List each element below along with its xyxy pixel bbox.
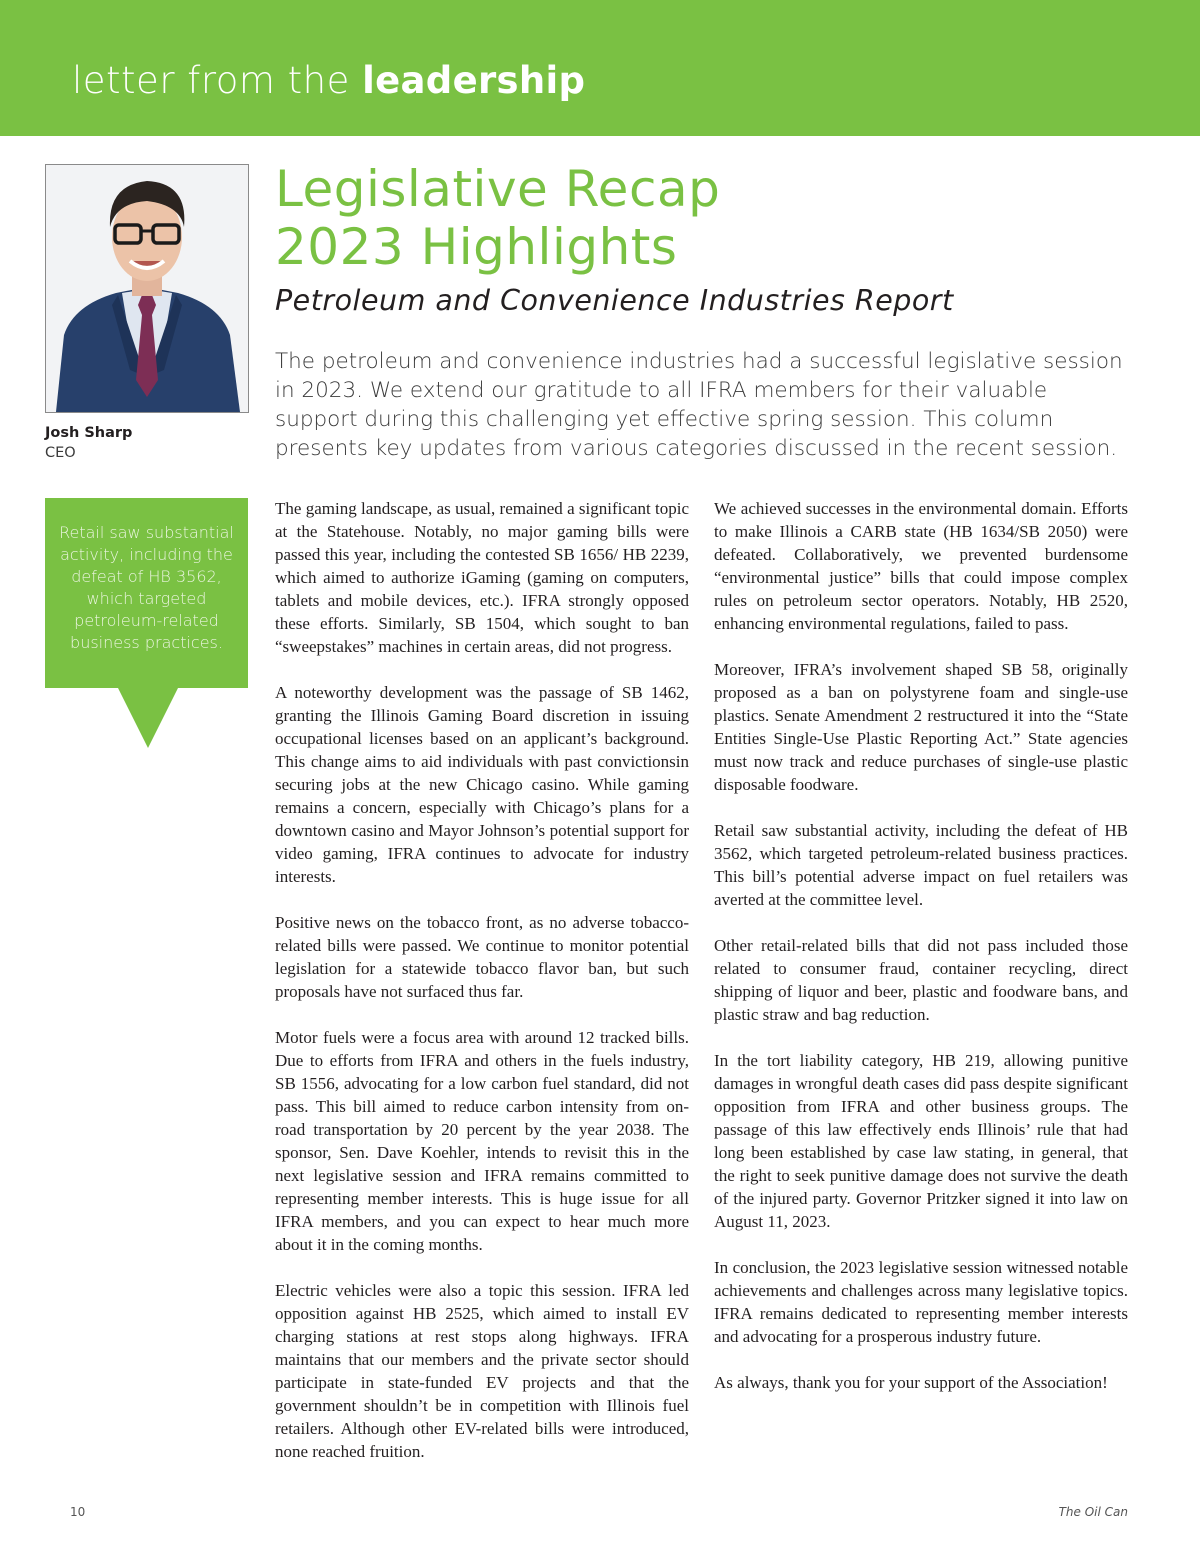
- article-title-line-2: 2023 Highlights: [275, 218, 678, 276]
- paragraph-tort-liability: In the tort liability category, HB 219, allowing punitive damages in wrongful death cases did pass despite significant opposition from IFRA and other business groups. The passage of this law effectively ends Illinois’ rule that had long been established by case law stating, in general, that the right to seek punitive damage does not survive the death of the injured party. Governor Pritzker signed it into law on August 11, 2023.: [714, 1051, 1128, 1231]
- paragraph-plastics: Moreover, IFRA’s involvement shaped SB 58, originally proposed as a ban on polystyrene foam and single-use plastics. Senate Amendment 2 restructured it into the “State Entities Single-Use Plastic Reporting Act.” State agencies must now track and reduce purchases of single-use plastic disposable foodware.: [714, 660, 1128, 794]
- paragraph-motor-fuels: Motor fuels were a focus area with around 12 tracked bills. Due to efforts from IFRA and others in the fuels industry, SB 1556, advocating for a low carbon fuel standard, did not pass. This bill aimed to reduce carbon intensity from on-road transportation by 20 percent by the year 2038. The sponsor, Sen. Dave Koehler, intends to revisit this in the next legislative session and IFRA remains committed to representing member interests. This is huge issue for all IFRA members, and you can expect to hear much more about it in the coming months.: [275, 1028, 689, 1254]
- pull-quote-text: Retail saw substantial activity, including the defeat of HB 3562, which targeted petroleum-related business practices.: [59, 523, 234, 652]
- paragraph-tobacco: Positive news on the tobacco front, as no adverse tobacco-related bills were passed. We continue to monitor potential legislation for a statewide tobacco flavor ban, but such proposals have not surfaced thus far.: [275, 913, 689, 1001]
- right-column: [714, 497, 1128, 1417]
- paragraph-other-retail: Other retail-related bills that did not pass included those related to consumer fraud, container recycling, direct shipping of liquor and beer, plastic and foodware bans, and plastic straw and bag reduction.: [714, 936, 1128, 1024]
- page-number: 10: [70, 1505, 86, 1519]
- article-subtitle: Petroleum and Convenience Industries Report: [275, 284, 954, 317]
- paragraph-gaming-licenses: A noteworthy development was the passage of SB 1462, granting the Illinois Gaming Board discretion in issuing occupational licenses based on an applicant’s background. This change aims to aid individuals with past convictionsin securing jobs at the new Chicago casino. While gaming remains a concern, especially with Chicago’s plans for a downtown casino and Mayor Johnson’s potential support for video gaming, IFRA continues to advocate for industry interests.: [275, 683, 689, 886]
- article-title: [275, 160, 720, 276]
- paragraph-retail: Retail saw substantial activity, including the defeat of HB 3562, which targeted petroleum-related business practices. This bill’s potential adverse impact on fuel retailers was averted at the committee level.: [714, 821, 1128, 909]
- section-title: [72, 59, 586, 102]
- pull-quote-box: [45, 498, 248, 688]
- section-banner: [0, 0, 1200, 136]
- paragraph-thanks: As always, thank you for your support of the Association!: [714, 1373, 1108, 1392]
- left-column: [275, 497, 689, 1486]
- author-title: CEO: [45, 445, 76, 461]
- paragraph-environmental: We achieved successes in the environmental domain. Efforts to make Illinois a CARB state (HB 1634/SB 2050) were defeated. Collaboratively, we prevented burdensome “environmental justice” bills that could impose complex rules on petroleum sector operators. Notably, HB 2520, enhancing environmental regulations, failed to pass.: [714, 499, 1128, 633]
- author-photo: [45, 164, 249, 413]
- paragraph-gaming: The gaming landscape, as usual, remained a significant topic at the Statehouse. Notably, no major gaming bills were passed this year, including the contested SB 1656/ HB 2239, which aimed to authorize iGaming (gaming on computers, tablets and mobile devices, etc.). IFRA strongly opposed these efforts. Similarly, SB 1504, which sought to ban “sweepstakes” machines in certain areas, did not progress.: [275, 499, 689, 656]
- section-title-bold: leadership: [362, 59, 586, 102]
- article-intro: The petroleum and convenience industries had a successful legislative session in 2023. We extend our gratitude to all IFRA members for their valuable support during this challenging yet effective spring session. This column presents key updates from various categories discussed in the recent session.: [275, 349, 1123, 461]
- section-title-light: letter from the: [72, 59, 363, 102]
- pull-quote-pointer: [118, 688, 178, 748]
- author-name: Josh Sharp: [45, 425, 133, 441]
- paragraph-conclusion: In conclusion, the 2023 legislative session witnessed notable achievements and challenges across many legislative topics. IFRA remains dedicated to representing member interests and advocating for a prosperous industry future.: [714, 1258, 1128, 1346]
- publication-name: The Oil Can: [1058, 1505, 1128, 1519]
- author-portrait-image: [46, 165, 248, 412]
- article-title-line-1: Legislative Recap: [275, 160, 721, 218]
- paragraph-electric-vehicles: Electric vehicles were also a topic this session. IFRA led opposition against HB 2525, which aimed to install EV charging stations at rest stops along highways. IFRA maintains that our members and the private sector should participate in state-funded EV projects and that the government shouldn’t be in competition with Illinois fuel retailers. Although other EV-related bills were introduced, none reached fruition.: [275, 1281, 689, 1461]
